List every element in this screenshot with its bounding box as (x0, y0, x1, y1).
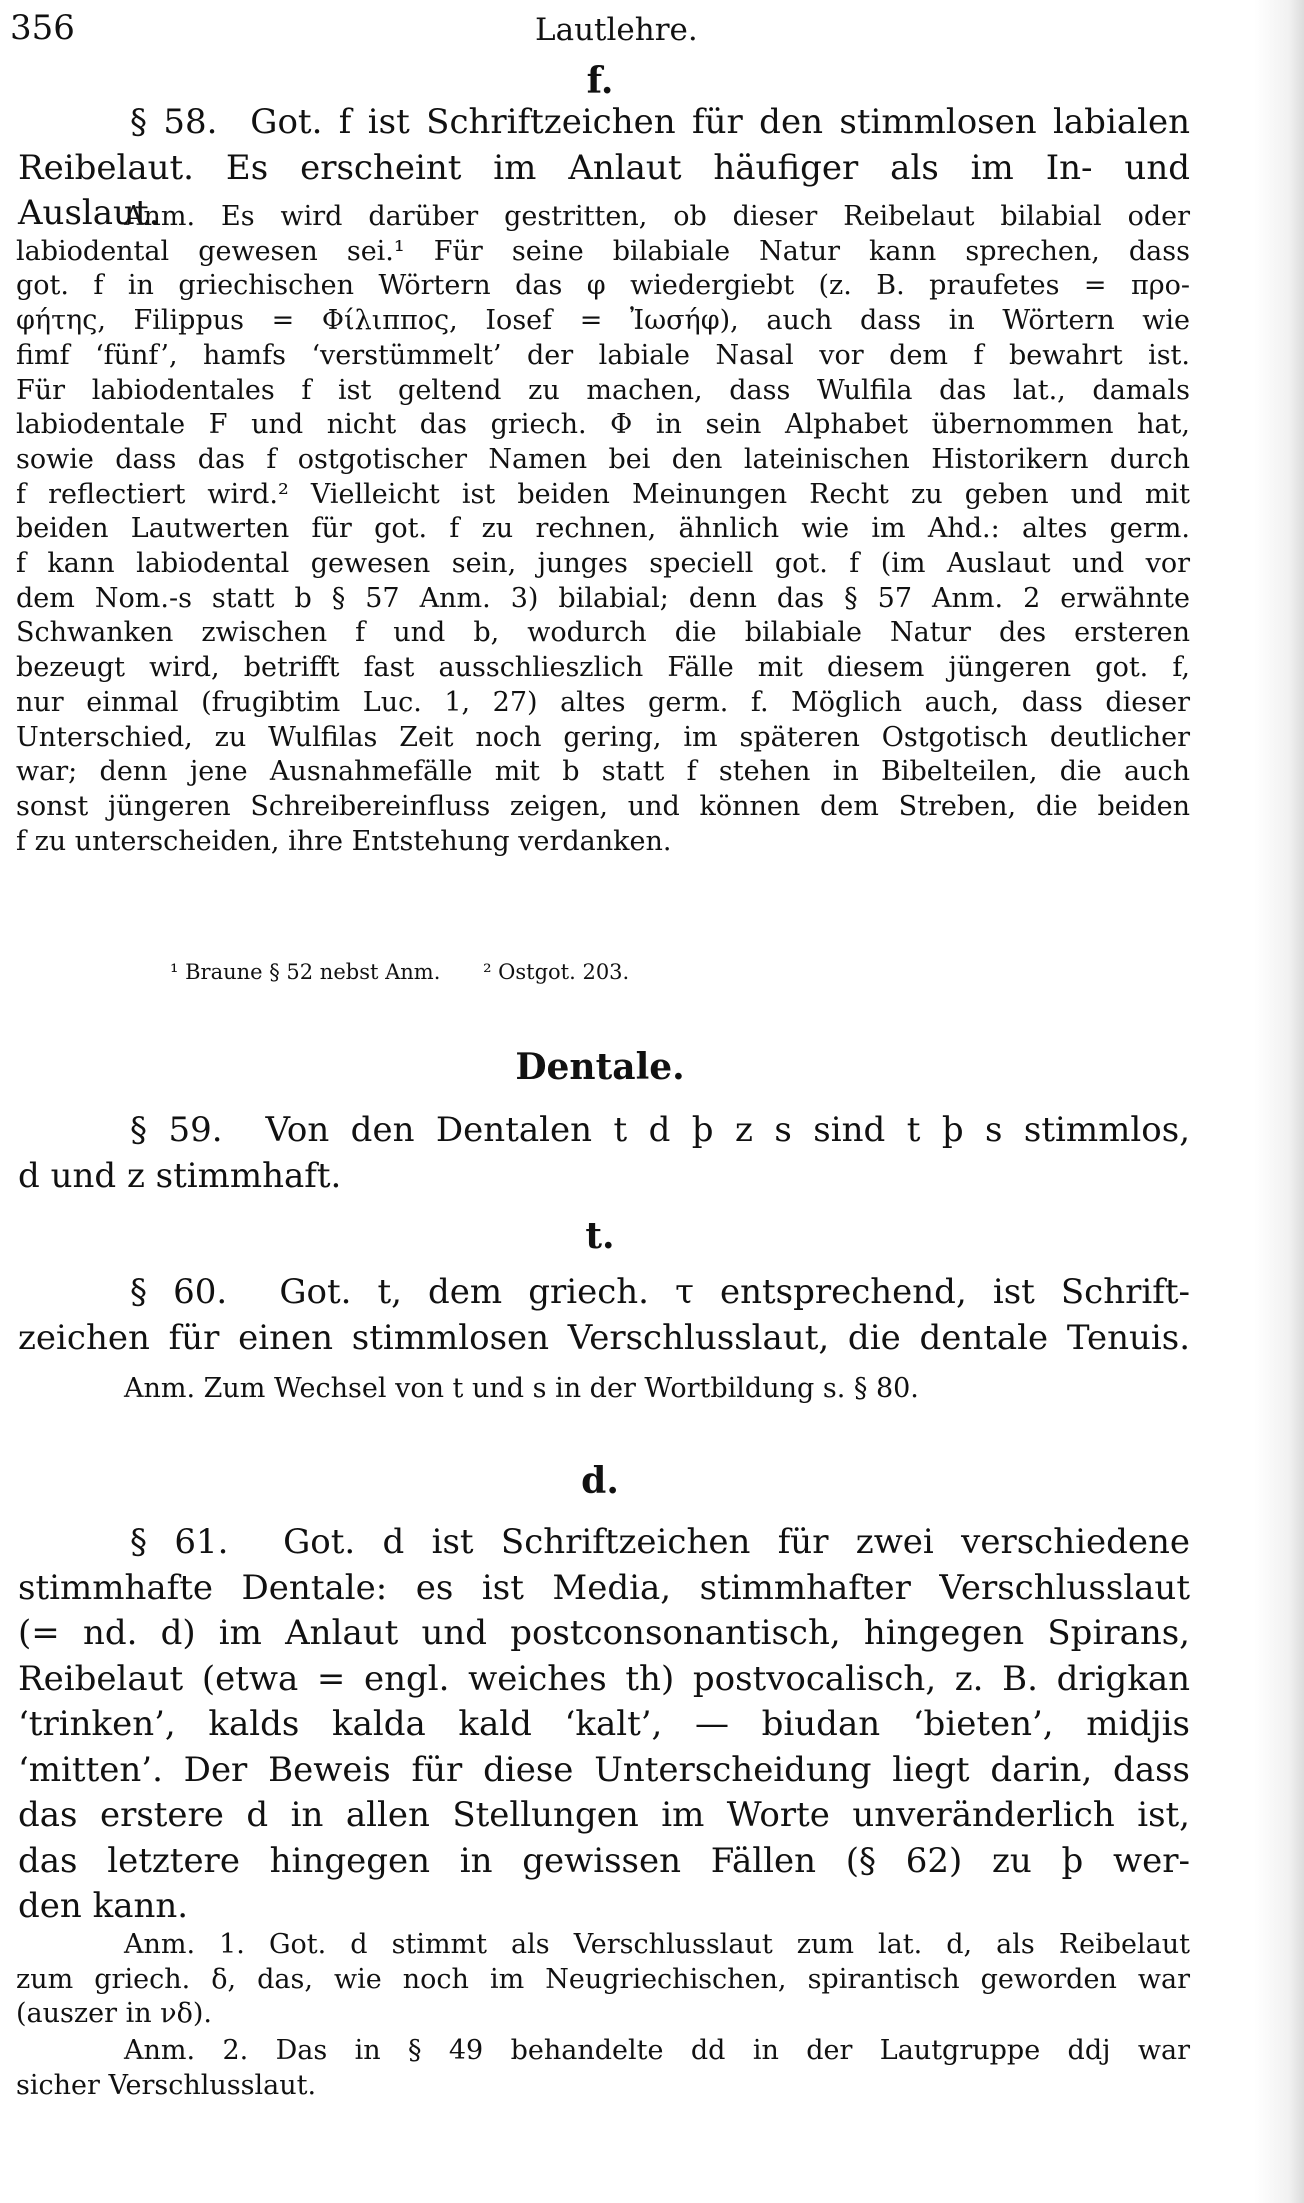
note58-line: labiodentale F und nicht das griech. Φ in sein Alphabet übernommen hat, (16, 409, 1190, 441)
note-61-2 (16, 2034, 1190, 2103)
p61-line: Reibelaut (etwa = engl. weiches th) postvocalisch, z. B. drigkan (18, 1658, 1190, 1699)
note58-line: Anm. Es wird darüber gestritten, ob dieser Reibelaut bilabial oder (124, 201, 1190, 232)
p60-line-2: zeichen für einen stimmlosen Verschlusslaut, die dentale Tenuis. (18, 1317, 1190, 1358)
page-number: 356 (10, 8, 75, 48)
note61-1-line: zum griech. δ, das, wie noch im Neugriechischen, spirantisch geworden war (16, 1963, 1190, 1995)
note58-line: nur einmal (frugibtim Luc. 1, 27) altes germ. f. Möglich auch, dass dieser (16, 686, 1190, 718)
note58-line: labiodental gewesen sei.¹ Für seine bilabiale Natur kann sprechen, dass (16, 235, 1190, 267)
heading-f: f. (586, 60, 614, 102)
p58-line-1: § 58. Got. f ist Schriftzeichen für den stimmlosen labialen (130, 102, 1190, 142)
paragraph-61 (18, 1520, 1190, 1930)
p61-line: das letztere hingegen in gewissen Fällen (§ 62) zu þ wer- (18, 1840, 1190, 1881)
note58-line: got. f in griechischen Wörtern das φ wiedergiebt (z. B. praufetes = προ- (16, 270, 1190, 302)
note58-line: φήτης, Filippus = Φίλιππος, Iosef = Ἰωσήφ), auch dass in Wörtern wie (16, 305, 1190, 337)
note-58 (16, 200, 1190, 859)
p58-line-2: Reibelaut. Es erscheint im Anlaut häufiger als im In- und (18, 147, 1190, 188)
note-61-1 (16, 1928, 1190, 2032)
note61-1-line: (auszer in νδ). (16, 1998, 212, 2030)
note58-line: f zu unterscheiden, ihre Entstehung verdanken. (16, 825, 672, 857)
p60-line-1: § 60. Got. t, dem griech. τ entsprechend, ist Schrift- (130, 1272, 1190, 1312)
note61-2-line: Anm. 2. Das in § 49 behandelte dd in der Lautgruppe ddj war (124, 2035, 1190, 2066)
note58-line: sonst jüngeren Schreibereinfluss zeigen, und können dem Streben, die beiden (16, 790, 1190, 822)
note58-line: bezeugt wird, betrifft fast ausschlieszlich Fälle mit diesem jüngeren got. f, (16, 652, 1190, 684)
p59-line-2: d und z stimmhaft. (18, 1155, 342, 1196)
note61-1-line: Anm. 1. Got. d stimmt als Verschlusslaut zum lat. d, als Reibelaut (124, 1929, 1190, 1960)
running-title: Lautlehre. (535, 12, 698, 48)
scan-edge-shading (1254, 0, 1304, 2203)
p61-line: das erstere d in allen Stellungen im Worte unveränderlich ist, (18, 1795, 1190, 1835)
p61-line: § 61. Got. d ist Schriftzeichen für zwei verschiedene (130, 1522, 1190, 1562)
note61-2-line: sicher Verschlusslaut. (16, 2069, 317, 2101)
note58-line: f reflectiert wird.² Vielleicht ist beiden Meinungen Recht zu geben und mit (16, 478, 1190, 510)
p61-line: stimmhafte Dentale: es ist Media, stimmhafter Verschlusslaut (18, 1567, 1190, 1608)
heading-dentale: Dentale. (515, 1046, 685, 1088)
note58-line: war; denn jene Ausnahmefälle mit b statt f stehen in Bibelteilen, die auch (16, 756, 1190, 788)
heading-t: t. (585, 1215, 615, 1257)
footnote-2: ² Ostgot. 203. (483, 960, 630, 984)
note58-line: sowie dass das f ostgotischer Namen bei den lateinischen Historikern durch (16, 443, 1190, 475)
note58-line: f kann labiodental gewesen sein, junges speciell got. f (im Auslaut und vor (16, 548, 1190, 580)
note58-line: Schwanken zwischen f und b, wodurch die bilabiale Natur des ersteren (16, 617, 1190, 649)
note58-line: Für labiodentales f ist geltend zu machen, dass Wulfila das lat., damals (16, 374, 1190, 406)
note58-line: dem Nom.-s statt b § 57 Anm. 3) bilabial; denn das § 57 Anm. 2 erwähnte (16, 582, 1190, 614)
heading-d: d. (581, 1460, 619, 1502)
p61-line: ‘mitten’. Der Beweis für diese Unterscheidung liegt darin, dass (18, 1749, 1190, 1790)
paragraph-60 (18, 1270, 1190, 1361)
note58-line: fimf ‘fünf’, hamfs ‘verstümmelt’ der labiale Nasal vor dem f bewahrt ist. (16, 339, 1190, 371)
footnotes (170, 960, 665, 984)
p61-line: ‘trinken’, kalds kalda kald ‘kalt’, — biudan ‘bieten’, midjis (18, 1704, 1190, 1744)
p58-line-3: Auslaut. (18, 193, 160, 233)
note-60 (16, 1372, 1190, 1407)
paragraph-59 (18, 1108, 1190, 1199)
note58-line: Unterschied, zu Wulfilas Zeit noch gering, im späteren Ostgotisch deutlicher (16, 721, 1190, 753)
footnote-1: ¹ Braune § 52 nebst Anm. (170, 960, 441, 984)
note58-line: beiden Lautwerten für got. f zu rechnen, ähnlich wie im Ahd.: altes germ. (16, 513, 1190, 545)
p59-line-1: § 59. Von den Dentalen t d þ z s sind t þ s stimmlos, (130, 1110, 1190, 1150)
p61-line: den kann. (18, 1886, 189, 1926)
note60-line: Anm. Zum Wechsel von t und s in der Wortbildung s. § 80. (124, 1373, 919, 1404)
p61-line: (= nd. d) im Anlaut und postconsonantisch, hingegen Spirans, (18, 1613, 1190, 1653)
